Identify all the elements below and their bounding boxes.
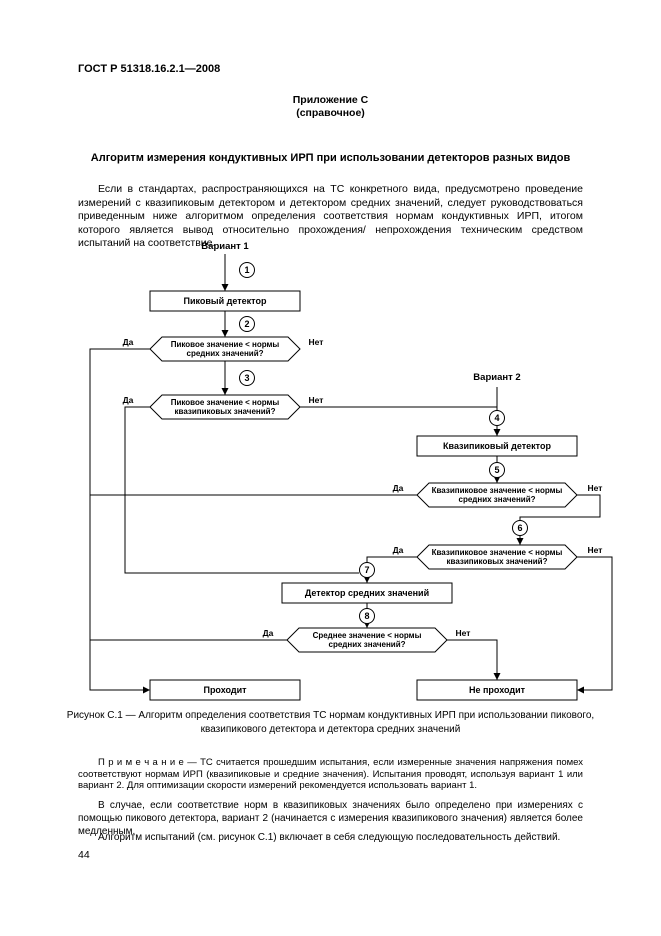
variant2-label: Вариант 2 [473,372,521,383]
decision-6-line2: квазипиковых значений? [446,557,548,566]
body-paragraph-3: Алгоритм испытаний (см. рисунок С.1) включает в себя следующую последовательность действий. [98,832,561,843]
peak-detector-box: Пиковый детектор [183,296,267,306]
intro-paragraph: Если в стандартах, распространяющихся на ТС конкретного вида, предусмотрено проведение измерений с квазипиковым детектором и детектором средних значений, следует руководствоваться приведенным ниже алгоритмом определения соответствия нормам кондуктивных ИРП, итогом которого является вывод относительно прохождения/ непрохождения техническим средством испытаний на соответствие. [78,183,583,249]
page-number: 44 [78,849,90,861]
step-8-circle: 8 [359,608,375,624]
step-2-circle: 2 [239,316,255,332]
figure-caption-line2: квазипикового детектора и детектора средних значений [200,724,461,735]
figure-caption-line1: Рисунок С.1 — Алгоритм определения соответствия ТС нормам кондуктивных ИРП при использовании пикового, [66,710,595,721]
decision-2-line1: Пиковое значение < нормы [170,339,280,349]
decision-5-yes-label: Да [392,483,404,493]
decision-3-yes-label: Да [122,395,134,405]
arrow-into-decision-2 [222,330,229,337]
arrow-into-pass-left [143,687,150,694]
arrow-into-decision-6 [517,538,524,545]
decision-5-no-label: Нет [587,483,603,493]
decision-6-yes-label: Да [392,545,404,555]
arrow-into-quasipeak-detector [494,429,501,436]
fail-box: Не проходит [468,685,526,695]
decision-5-line2: средних значений? [458,495,536,504]
decision-8-line2: средних значений? [328,640,406,649]
decision-2-yes-label: Да [122,337,134,347]
decision-3 [162,395,288,419]
arrow-into-fail-right [577,687,584,694]
step-5-circle: 5 [489,462,505,478]
decision-6 [429,545,565,569]
step-4-circle: 4 [489,410,505,426]
decision-8 [299,628,435,652]
decision-2-line2: средних значений? [186,349,264,358]
arrow-into-peak-detector [222,284,229,291]
decision-5-line1: Квазипиковое значение < нормы [431,485,563,495]
decision-5 [429,483,565,507]
pass-box: Проходит [203,685,247,695]
decision-2-no-label: Нет [308,337,324,347]
decision3-yes-line [125,407,359,573]
section-title: Алгоритм измерения кондуктивных ИРП при использовании детекторов разных видов [90,152,571,164]
body-paragraph-2: В случае, если соответствие норм в квазипиковых значениях было определено при измерениях с помощью пикового детектора, вариант 2 (начинается с измерения квазипикового значения) является более медленным. [78,800,583,837]
decision-6-line1: Квазипиковое значение < нормы [431,547,563,557]
quasipeak-detector-box: Квазипиковый детектор [443,441,551,451]
appendix-label: Приложение С [292,94,369,106]
appendix-type: (справочное) [296,107,365,119]
decision-2 [162,337,288,361]
step-1-circle: 1 [239,262,255,278]
decision-3-line1: Пиковое значение < нормы [170,397,280,407]
flowchart-connectors [90,254,612,690]
step-7-circle: 7 [359,562,375,578]
decision-8-no-label: Нет [455,628,471,638]
decision-8-line1: Среднее значение < нормы [312,630,422,640]
step-3-circle: 3 [239,370,255,386]
decision-6-no-label: Нет [587,545,603,555]
decision8-no-line [447,640,497,680]
arrow-into-decision-3 [222,388,229,395]
variant1-label: Вариант 1 [201,241,249,252]
average-detector-box: Детектор средних значений [304,588,430,598]
document-header: ГОСТ Р 51318.16.2.1—2008 [78,63,221,75]
arrow-into-fail-top [494,673,501,680]
decision6-no-line [577,557,612,690]
decision-8-yes-label: Да [262,628,274,638]
step-6-circle: 6 [512,520,528,536]
decision-3-no-label: Нет [308,395,324,405]
decision-3-line2: квазипиковых значений? [174,407,276,416]
note-paragraph: П р и м е ч а н и е — ТС считается прошедшим испытания, если измеренные значения напряжения помех соответствуют нормам ИРП (квазипиковые и средние значения). Испытания проводят, используя вариант 1 или вариант 2. Для оптимизации скорости измерений рекомендуется использовать вариант 1. [78,757,583,791]
